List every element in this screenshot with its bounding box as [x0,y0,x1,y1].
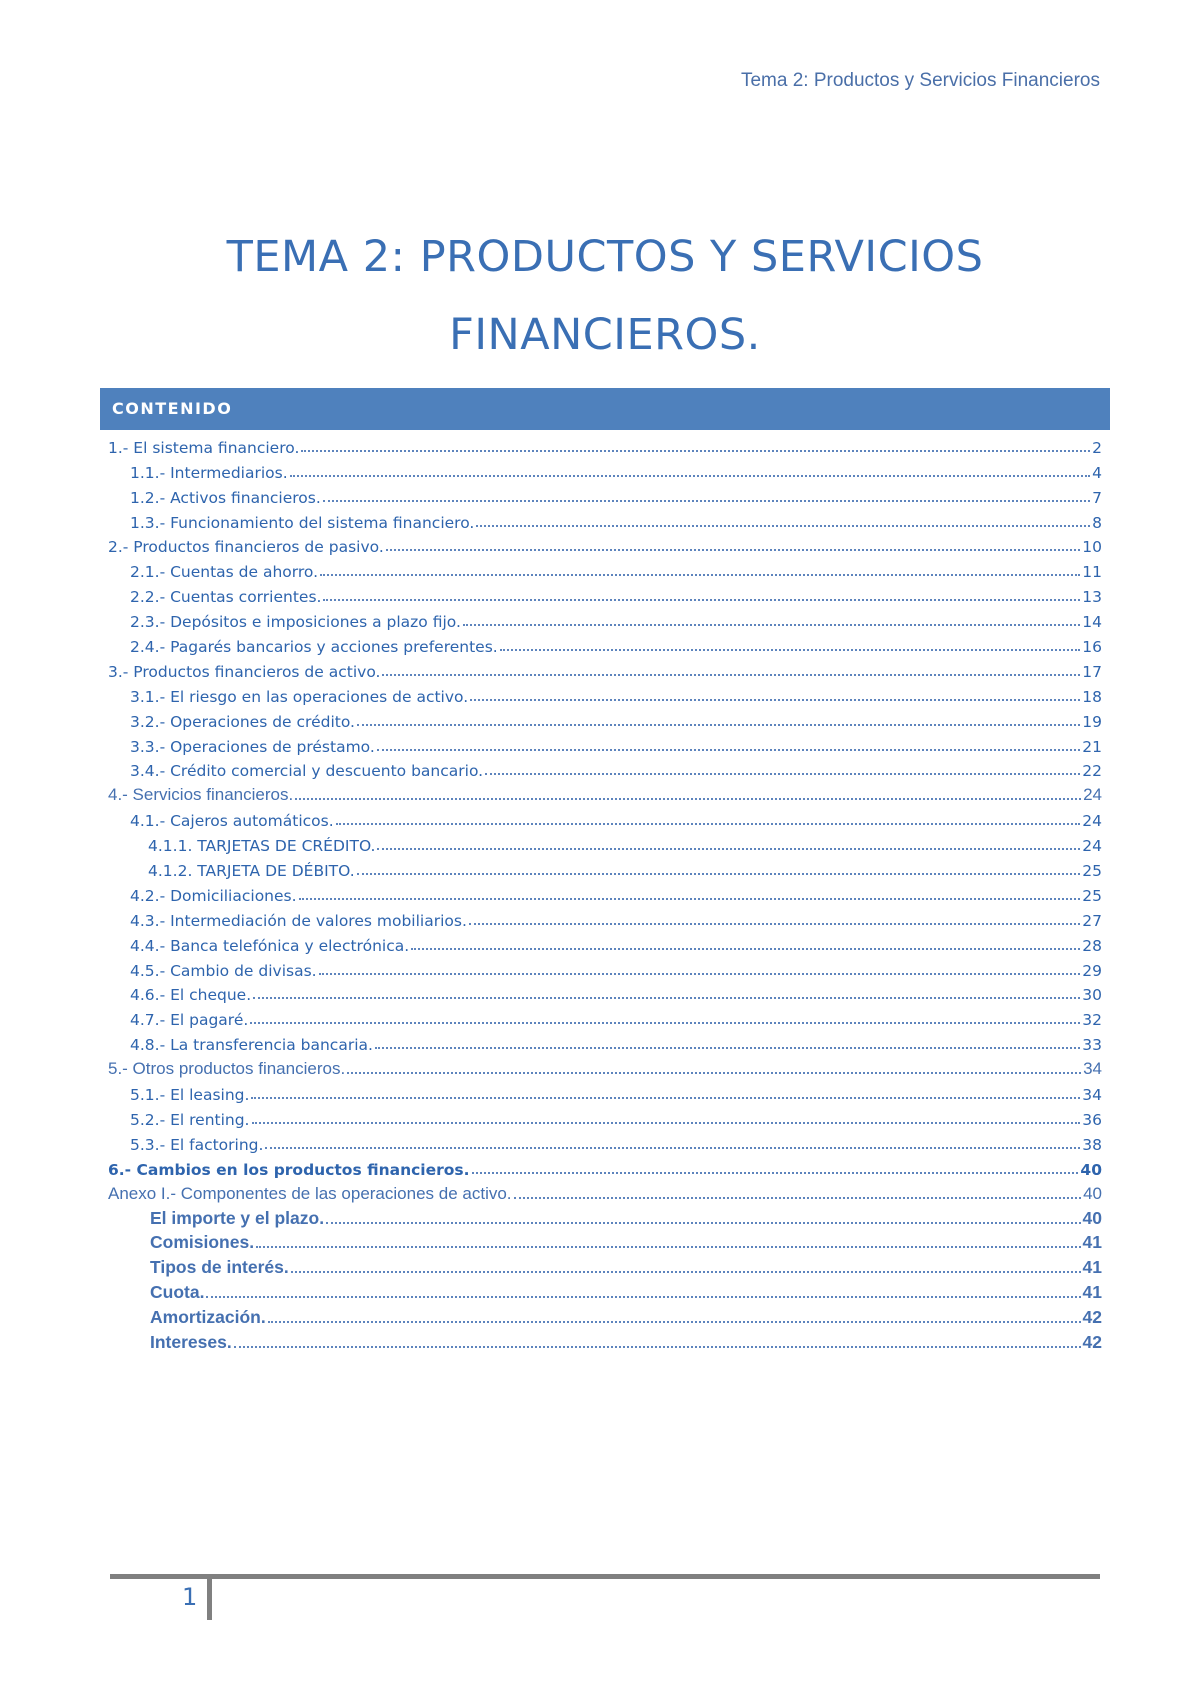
toc-entry-page: 4 [1092,463,1102,482]
toc-entry-label: 4.- Servicios financieros. [108,785,294,805]
toc-entry-label: 1.2.- Activos financieros. [130,488,321,507]
dot-leader [252,1122,1081,1124]
toc-entry-label: 4.7.- El pagaré. [130,1011,249,1030]
toc-entry-label: 5.3.- El factoring. [130,1135,264,1154]
toc-entry-page: 19 [1082,712,1102,731]
toc-entry[interactable] [108,1229,1102,1254]
footer-page-divider [207,1578,212,1620]
toc-entry-page: 11 [1082,563,1102,582]
document-title-line-2: FINANCIEROS. [449,310,761,360]
toc-entry[interactable] [108,656,1102,681]
dot-leader [319,973,1081,975]
toc-entry[interactable] [108,780,1102,805]
dot-leader [470,699,1080,701]
toc-entry-page: 41 [1082,1282,1102,1303]
toc-entry-label: 1.1.- Intermediarios. [130,463,288,482]
toc-entry-label: 4.8.- La transferencia bancaria. [130,1036,373,1055]
dot-leader [514,1197,1082,1199]
toc-entry-label: 4.1.2. TARJETA DE DÉBITO. [148,862,355,881]
toc-entry[interactable] [108,955,1102,980]
toc-entry-page: 40 [1080,1160,1102,1179]
toc-entry-label: 1.- El sistema financiero. [108,438,300,457]
toc-entry-label: 4.1.- Cajeros automáticos. [130,812,334,831]
toc-entry[interactable] [108,681,1102,706]
toc-entry[interactable] [108,1278,1102,1303]
toc-entry[interactable] [108,1079,1102,1104]
toc-entry[interactable] [108,606,1102,631]
toc-entry[interactable] [108,830,1102,855]
dot-leader [357,724,1080,726]
toc-entry-label: 2.3.- Depósitos e imposiciones a plazo fijo. [130,613,461,632]
dot-leader [290,475,1090,477]
dot-leader [377,848,1080,850]
dot-leader [299,898,1081,900]
toc-entry-label: Amortización. [150,1307,266,1328]
dot-leader [250,1022,1080,1024]
toc-entry-label: 4.3.- Intermediación de valores mobiliarios. [130,911,467,930]
toc-entry[interactable] [108,880,1102,905]
toc-entry-label: Comisiones. [150,1232,255,1253]
dot-leader [206,1296,1080,1298]
toc-entry-page: 29 [1082,961,1102,980]
dot-leader [485,773,1080,775]
toc-entry-page: 24 [1083,785,1102,805]
toc-entry-page: 13 [1082,588,1102,607]
dot-leader [377,749,1080,751]
toc-entry-page: 25 [1082,862,1102,881]
toc-entry-page: 32 [1082,1011,1102,1030]
dot-leader [323,500,1090,502]
toc-entry-label: Intereses. [150,1331,232,1352]
dot-leader [251,1097,1080,1099]
toc-entry-page: 42 [1082,1307,1102,1328]
toc-entry[interactable] [108,1104,1102,1129]
toc-entry-label: 5.1.- El leasing. [130,1086,250,1105]
toc-entry-label: 4.2.- Domiciliaciones. [130,886,297,905]
toc-entry-page: 41 [1082,1257,1102,1278]
dot-leader [301,450,1090,452]
toc-entry-page: 34 [1082,1086,1102,1105]
toc-entry-label: 6.- Cambios en los productos financieros. [108,1160,470,1179]
toc-entry-page: 21 [1082,737,1102,756]
toc-entry[interactable] [108,1204,1102,1229]
dot-leader [357,873,1081,875]
dot-leader [476,525,1090,527]
dot-leader [336,823,1081,825]
toc-entry-label: 4.5.- Cambio de divisas. [130,961,317,980]
toc-entry[interactable] [108,731,1102,756]
toc-entry-page: 10 [1082,538,1102,557]
toc-entry-page: 28 [1082,936,1102,955]
toc-heading: CONTENIDO [100,388,1110,430]
toc-entry-label: 3.1.- El riesgo en las operaciones de activo. [130,687,469,706]
dot-leader [382,674,1080,676]
toc-entry-page: 30 [1082,986,1102,1005]
dot-leader [347,1072,1081,1074]
toc-entry-page: 14 [1082,613,1102,632]
dot-leader [320,574,1080,576]
toc-entry[interactable] [108,1253,1102,1278]
toc-entry-page: 36 [1082,1110,1102,1129]
dot-leader [375,1047,1080,1049]
toc-entry[interactable] [108,1004,1102,1029]
toc-entry[interactable] [108,556,1102,581]
toc-entry-label: 5.- Otros productos financieros. [108,1059,346,1079]
toc-entry-label: 4.1.1. TARJETAS DE CRÉDITO. [148,837,376,856]
document-title-line-1: TEMA 2: PRODUCTOS Y SERVICIOS [226,232,984,282]
toc-entry-label: Anexo I.- Componentes de las operaciones de activo. [108,1183,512,1203]
toc-entry-label: El importe y el plazo. [150,1207,325,1228]
dot-leader [386,549,1080,551]
toc-entry[interactable] [108,1129,1102,1154]
toc-entry[interactable] [108,756,1102,781]
toc-entry-page: 40 [1083,1183,1102,1203]
toc-entry-page: 38 [1082,1135,1102,1154]
toc-entry-page: 8 [1092,513,1102,532]
dot-leader [411,948,1080,950]
toc-entry-page: 41 [1082,1232,1102,1253]
toc-entry[interactable] [108,1179,1102,1204]
toc-entry-page: 34 [1083,1059,1102,1079]
toc-entry-page: 27 [1082,911,1102,930]
dot-leader [268,1321,1081,1323]
toc-entry[interactable] [108,457,1102,482]
dot-leader [253,997,1080,999]
toc-entry-label: 1.3.- Funcionamiento del sistema financiero. [130,513,475,532]
dot-leader [463,624,1080,626]
table-of-contents [108,432,1102,1353]
toc-entry-label: 3.4.- Crédito comercial y descuento bancario. [130,762,484,781]
toc-entry[interactable] [108,432,1102,457]
toc-entry[interactable] [108,706,1102,731]
toc-entry[interactable] [108,905,1102,930]
toc-entry[interactable] [108,1029,1102,1054]
footer-rule [110,1574,1100,1579]
document-title [100,218,1110,374]
toc-entry-label: 2.4.- Pagarés bancarios y acciones preferentes. [130,638,498,657]
toc-entry-label: 5.2.- El renting. [130,1110,250,1129]
dot-leader [234,1346,1081,1348]
toc-entry-label: 2.2.- Cuentas corrientes. [130,588,322,607]
dot-leader [326,1222,1080,1224]
toc-entry[interactable] [108,507,1102,532]
dot-leader [256,1246,1080,1248]
toc-entry[interactable] [108,1154,1102,1179]
toc-entry-page: 24 [1082,837,1102,856]
toc-entry-label: 2.1.- Cuentas de ahorro. [130,563,319,582]
toc-entry-page: 25 [1082,886,1102,905]
toc-entry-label: 3.- Productos financieros de activo. [108,662,381,681]
toc-entry[interactable] [108,855,1102,880]
toc-entry[interactable] [108,1303,1102,1328]
toc-entry-page: 2 [1092,438,1102,457]
dot-leader [469,923,1080,925]
toc-entry-page: 18 [1082,687,1102,706]
toc-entry-label: 3.2.- Operaciones de crédito. [130,712,355,731]
toc-entry[interactable] [108,581,1102,606]
dot-leader [295,798,1081,800]
running-header: Tema 2: Productos y Servicios Financieros [740,70,1100,91]
toc-entry[interactable] [108,930,1102,955]
toc-entry-page: 42 [1082,1331,1102,1352]
page-number: 1 [182,1583,198,1611]
dot-leader [472,1172,1079,1174]
toc-entry-page: 40 [1082,1207,1102,1228]
toc-entry-label: Cuota. [150,1282,205,1303]
toc-entry[interactable] [108,805,1102,830]
toc-entry[interactable] [108,631,1102,656]
toc-entry[interactable] [108,532,1102,557]
toc-entry-page: 16 [1082,638,1102,657]
dot-leader [265,1147,1080,1149]
toc-entry-page: 24 [1082,812,1102,831]
toc-entry[interactable] [108,1328,1102,1353]
toc-entry-label: 3.3.- Operaciones de préstamo. [130,737,375,756]
toc-entry-label: 4.4.- Banca telefónica y electrónica. [130,936,410,955]
toc-entry-label: Tipos de interés. [150,1257,289,1278]
dot-leader [323,599,1080,601]
toc-entry[interactable] [108,1054,1102,1079]
dot-leader [500,649,1081,651]
toc-entry-page: 22 [1082,762,1102,781]
toc-entry-page: 33 [1082,1036,1102,1055]
dot-leader [291,1271,1081,1273]
toc-entry-page: 17 [1082,662,1102,681]
toc-entry-page: 7 [1092,488,1102,507]
toc-entry-label: 4.6.- El cheque. [130,986,252,1005]
toc-entry[interactable] [108,980,1102,1005]
toc-entry-label: 2.- Productos financieros de pasivo. [108,538,384,557]
toc-entry[interactable] [108,482,1102,507]
